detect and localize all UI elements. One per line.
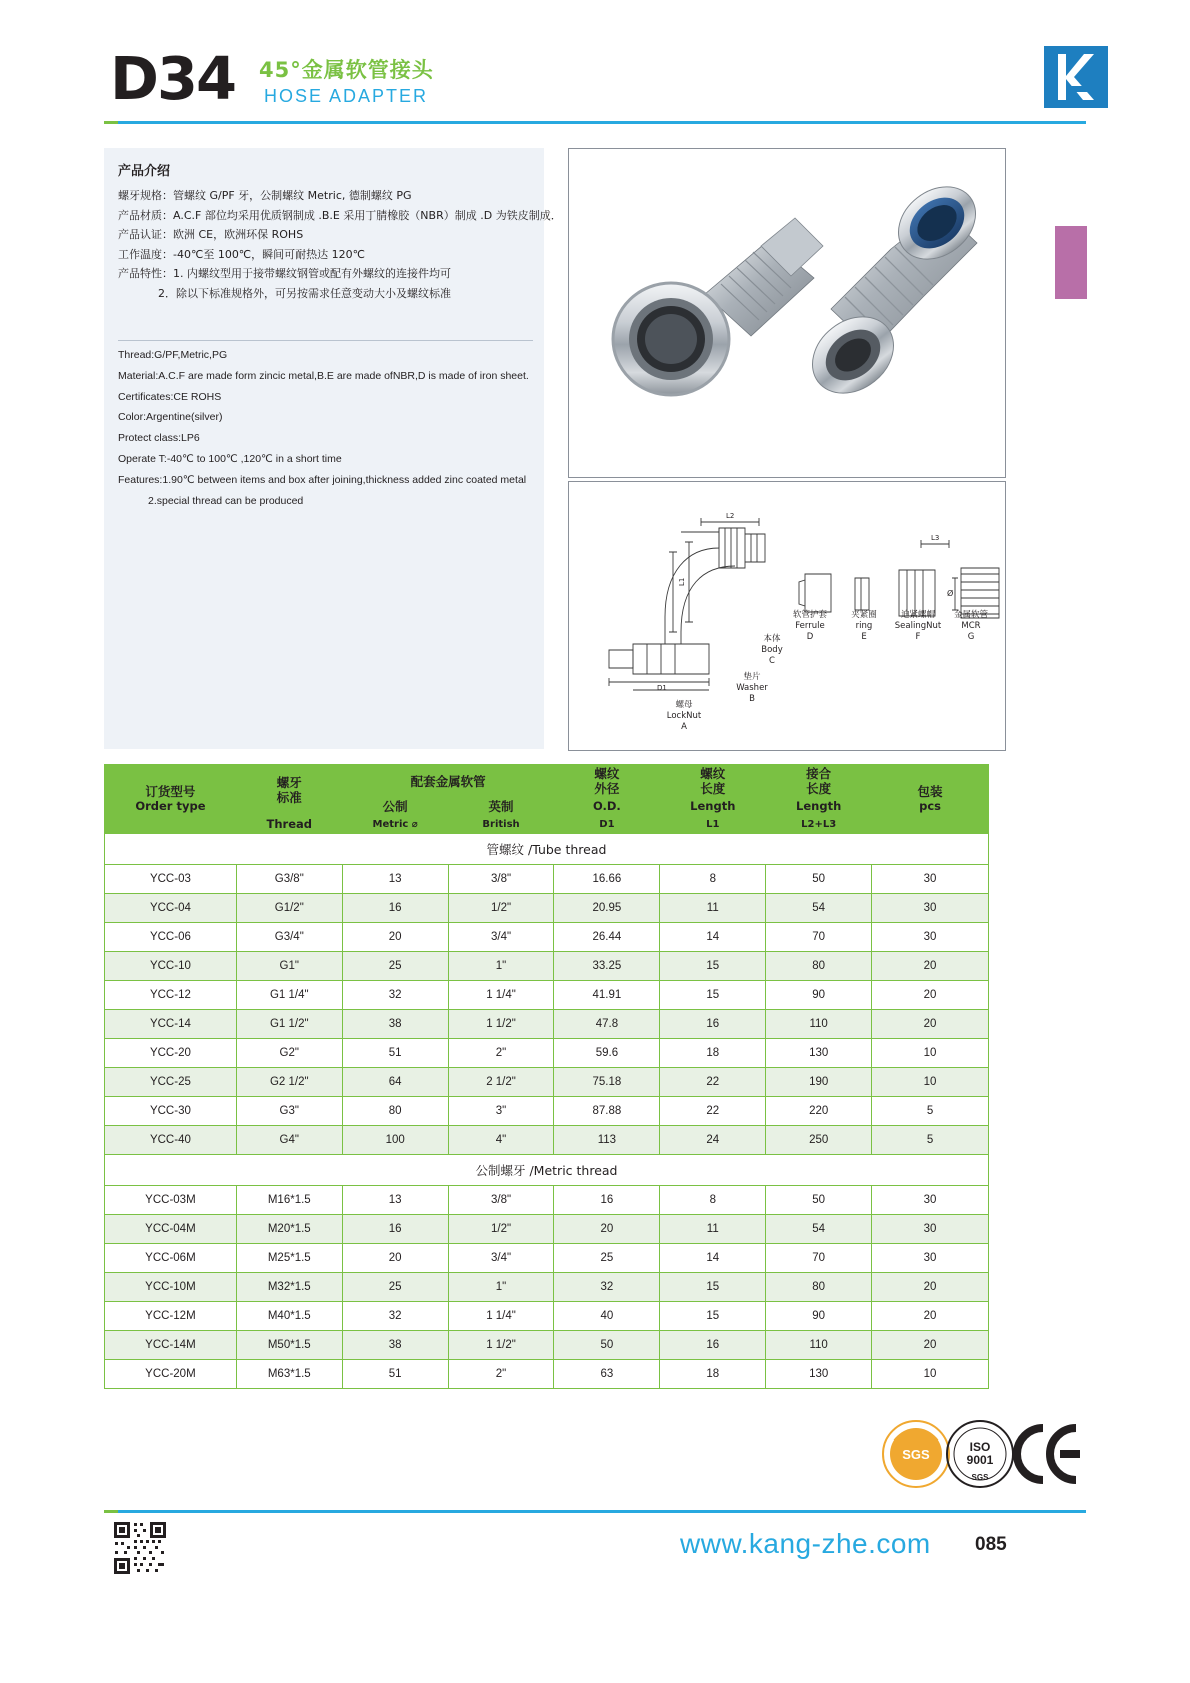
intro-heading: 产品介绍 — [118, 164, 171, 179]
th-order-type: 订货型号 Order type — [105, 765, 237, 834]
cell-british: 3/8" — [448, 865, 554, 894]
cell-metric: 25 — [342, 1273, 448, 1302]
cell-metric: 25 — [342, 952, 448, 981]
intro-cn-line: 产品特性：1. 内螺纹型用于接带螺纹钢管或配有外螺纹的连接件均可 — [118, 267, 451, 280]
certification-logos — [880, 1418, 1080, 1488]
cell-thread: G2 1/2" — [236, 1068, 342, 1097]
side-color-tab — [1055, 226, 1087, 299]
cell-metric: 51 — [342, 1039, 448, 1068]
intro-en-block — [118, 345, 538, 511]
cell-order-type: YCC-04 — [105, 894, 237, 923]
cell-od: 16 — [554, 1186, 660, 1215]
cell-metric: 32 — [342, 1302, 448, 1331]
cell-od: 40 — [554, 1302, 660, 1331]
intro-en-line: Color:Argentine(silver) — [118, 411, 223, 424]
cell-thread: M32*1.5 — [236, 1273, 342, 1302]
label-en: MCR — [961, 621, 981, 631]
cell-od: 113 — [554, 1126, 660, 1155]
diagram-label-mcr — [941, 610, 1001, 643]
cell-order-type: YCC-12M — [105, 1302, 237, 1331]
cell-british: 2" — [448, 1360, 554, 1389]
cell-join-length: 54 — [766, 894, 872, 923]
cell-packaging: 20 — [872, 952, 989, 981]
cell-metric: 38 — [342, 1010, 448, 1039]
label-code: C — [769, 656, 775, 666]
cell-british: 1 1/4" — [448, 1302, 554, 1331]
cell-od: 33.25 — [554, 952, 660, 981]
label-en: SealingNut — [894, 621, 942, 631]
cell-join-length: 250 — [766, 1126, 872, 1155]
cell-packaging: 5 — [872, 1126, 989, 1155]
section-row-metric-thread — [105, 1155, 989, 1186]
cell-thread: G1 1/2" — [236, 1010, 342, 1039]
cell-order-type: YCC-10M — [105, 1273, 237, 1302]
intro-cn-line: 产品认证：欧洲 CE，欧洲环保 ROHS — [118, 228, 304, 241]
cell-join-length: 54 — [766, 1215, 872, 1244]
cell-metric: 80 — [342, 1097, 448, 1126]
cell-metric: 16 — [342, 894, 448, 923]
iso-9001-icon — [947, 1421, 1013, 1487]
product-title-cn: 45°金属软管接头 — [259, 58, 434, 82]
dim-label-l1: L1 — [678, 577, 686, 586]
cell-order-type: YCC-06 — [105, 923, 237, 952]
cell-packaging: 20 — [872, 1273, 989, 1302]
header-rule-accent — [104, 121, 118, 124]
cell-length: 14 — [660, 1244, 766, 1273]
cell-length: 8 — [660, 1186, 766, 1215]
cell-packaging: 30 — [872, 1215, 989, 1244]
cell-thread: M25*1.5 — [236, 1244, 342, 1273]
cell-length: 15 — [660, 1302, 766, 1331]
th-length-cn: 螺纹 长度 — [660, 765, 766, 798]
cell-join-length: 130 — [766, 1039, 872, 1068]
cell-join-length: 110 — [766, 1010, 872, 1039]
table-row — [105, 1215, 989, 1244]
cell-length: 14 — [660, 923, 766, 952]
cell-od: 20 — [554, 1215, 660, 1244]
label-code: F — [915, 632, 921, 642]
cell-length: 15 — [660, 981, 766, 1010]
label-code: A — [681, 722, 687, 732]
footer-website[interactable]: www.kang-zhe.com — [680, 1528, 931, 1559]
label-code: G — [967, 632, 975, 642]
table-row — [105, 981, 989, 1010]
cell-length: 15 — [660, 1273, 766, 1302]
th-british-cn: 英制 — [448, 798, 554, 816]
intro-cn-block — [118, 186, 562, 303]
cell-od: 25 — [554, 1244, 660, 1273]
svg-text:9001: 9001 — [966, 1453, 994, 1467]
intro-en-line: Thread:G/PF,Metric,PG — [118, 349, 228, 361]
cell-metric: 16 — [342, 1215, 448, 1244]
footer-rule-accent — [104, 1510, 118, 1513]
label-code: D — [806, 632, 814, 642]
cell-british: 4" — [448, 1126, 554, 1155]
cell-order-type: YCC-10 — [105, 952, 237, 981]
cell-metric: 100 — [342, 1126, 448, 1155]
svg-text:SGS: SGS — [971, 1473, 989, 1482]
cell-british: 1" — [448, 952, 554, 981]
th-thread-en: Thread — [236, 816, 342, 834]
svg-text:SGS: SGS — [902, 1447, 930, 1462]
th-length-en: Length — [660, 798, 766, 816]
section-label: 公制螺牙 /Metric thread — [105, 1155, 989, 1186]
th-od-cn: 螺纹 外径 — [554, 765, 660, 798]
cell-metric: 20 — [342, 1244, 448, 1273]
cell-order-type: YCC-25 — [105, 1068, 237, 1097]
label-cn: 金属软管 — [953, 610, 988, 620]
cell-length: 15 — [660, 952, 766, 981]
intro-en-line: Certificates:CE ROHS — [118, 390, 222, 403]
cell-packaging: 10 — [872, 1068, 989, 1097]
cell-od: 63 — [554, 1360, 660, 1389]
ce-icon — [1017, 1428, 1080, 1480]
cell-od: 59.6 — [554, 1039, 660, 1068]
cell-metric: 38 — [342, 1331, 448, 1360]
cell-od: 87.88 — [554, 1097, 660, 1126]
intro-en-line: Material:A.C.F are made form zincic metal,B.E are made ofNBR,D is made of iron sheet. — [118, 369, 529, 382]
cell-british: 3/4" — [448, 1244, 554, 1273]
cell-order-type: YCC-03 — [105, 865, 237, 894]
dim-label-d1: D1 — [657, 684, 667, 692]
intro-cn-line: 螺牙规格：管螺纹 G/PF 牙，公制螺纹 Metric, 德制螺纹 PG — [118, 189, 412, 202]
qr-code-icon — [112, 1520, 168, 1576]
cell-thread: G3/4" — [236, 923, 342, 952]
table-row — [105, 865, 989, 894]
cell-metric: 64 — [342, 1068, 448, 1097]
th-thread-standard: 螺牙 标准 — [236, 765, 342, 816]
cell-length: 8 — [660, 865, 766, 894]
sgs-icon — [883, 1421, 949, 1487]
cell-order-type: YCC-40 — [105, 1126, 237, 1155]
cell-metric: 13 — [342, 1186, 448, 1215]
th-od-en: O.D. — [554, 798, 660, 816]
dim-label-l3: L3 — [931, 534, 940, 542]
cell-od: 26.44 — [554, 923, 660, 952]
cell-length: 11 — [660, 894, 766, 923]
product-intro-panel — [104, 148, 562, 749]
cell-order-type: YCC-30 — [105, 1097, 237, 1126]
cell-order-type: YCC-12 — [105, 981, 237, 1010]
th-packaging: 包装 pcs — [872, 765, 989, 834]
intro-divider — [118, 340, 533, 341]
table-row — [105, 894, 989, 923]
table-row — [105, 923, 989, 952]
product-title-en: HOSE ADAPTER — [264, 86, 429, 106]
label-en: Body — [761, 645, 783, 655]
cell-order-type: YCC-14M — [105, 1331, 237, 1360]
cell-length: 11 — [660, 1215, 766, 1244]
cell-order-type: YCC-03M — [105, 1186, 237, 1215]
kangzhe-logo — [1044, 46, 1108, 108]
cell-thread: M20*1.5 — [236, 1215, 342, 1244]
cell-thread: G1/2" — [236, 894, 342, 923]
table-header-row-1 — [105, 765, 989, 798]
cell-join-length: 190 — [766, 1068, 872, 1097]
cell-packaging: 30 — [872, 923, 989, 952]
label-en: ring — [855, 621, 873, 631]
intro-en-line: Protect class:LP6 — [118, 432, 200, 445]
svg-text:ISO: ISO — [969, 1440, 991, 1454]
cell-british: 1 1/2" — [448, 1010, 554, 1039]
table-row — [105, 1186, 989, 1215]
cell-length: 16 — [660, 1331, 766, 1360]
cell-length: 24 — [660, 1126, 766, 1155]
cell-packaging: 10 — [872, 1039, 989, 1068]
cell-thread: M50*1.5 — [236, 1331, 342, 1360]
cell-british: 1" — [448, 1273, 554, 1302]
label-cn: 本体 — [763, 634, 781, 644]
table-header-row-3 — [105, 816, 989, 834]
table-row — [105, 1302, 989, 1331]
th-length-symbol: L1 — [660, 816, 766, 834]
label-en: Washer — [736, 683, 768, 693]
cell-length: 22 — [660, 1097, 766, 1126]
footer-rule — [104, 1510, 1086, 1513]
cell-join-length: 220 — [766, 1097, 872, 1126]
cell-thread: G3/8" — [236, 865, 342, 894]
cell-packaging: 30 — [872, 865, 989, 894]
cell-british: 1/2" — [448, 1215, 554, 1244]
table-row — [105, 1360, 989, 1389]
intro-en-line: Operate T:-40℃ to 100℃ ,120℃ in a short time — [118, 452, 342, 465]
cell-join-length: 50 — [766, 865, 872, 894]
product-photo — [568, 148, 1006, 478]
cell-packaging: 5 — [872, 1097, 989, 1126]
table-body — [105, 834, 989, 1389]
cell-join-length: 70 — [766, 923, 872, 952]
cell-order-type: YCC-04M — [105, 1215, 237, 1244]
intro-cn-line-indent: 2．除以下标准规格外，可另按需求任意变动大小及螺纹标准 — [158, 286, 451, 300]
page-number: 085 — [975, 1534, 1007, 1555]
table-row — [105, 1068, 989, 1097]
th-join-en: Length — [766, 798, 872, 816]
cell-british: 2 1/2" — [448, 1068, 554, 1097]
cell-thread: G1 1/4" — [236, 981, 342, 1010]
cell-british: 1 1/2" — [448, 1331, 554, 1360]
label-code: E — [861, 632, 867, 642]
diagram-label-locknut — [649, 700, 719, 733]
cell-packaging: 20 — [872, 981, 989, 1010]
cell-metric: 32 — [342, 981, 448, 1010]
cell-order-type: YCC-20M — [105, 1360, 237, 1389]
cell-metric: 20 — [342, 923, 448, 952]
cell-british: 3" — [448, 1097, 554, 1126]
label-cn: 螺母 — [675, 700, 693, 710]
table-row — [105, 1039, 989, 1068]
cell-thread: G4" — [236, 1126, 342, 1155]
cell-od: 20.95 — [554, 894, 660, 923]
cell-british: 1/2" — [448, 894, 554, 923]
cell-thread: G1" — [236, 952, 342, 981]
cell-british: 1 1/4" — [448, 981, 554, 1010]
cell-thread: M40*1.5 — [236, 1302, 342, 1331]
th-join-symbol: L2+L3 — [766, 816, 872, 834]
section-row-tube-thread — [105, 834, 989, 865]
table-row — [105, 1331, 989, 1360]
dim-label-l2: L2 — [726, 512, 735, 520]
cell-join-length: 90 — [766, 981, 872, 1010]
label-cn: 垫片 — [743, 672, 761, 682]
diagram-label-washer — [717, 672, 787, 705]
th-british-en: British — [448, 816, 554, 834]
cell-od: 50 — [554, 1331, 660, 1360]
cell-od: 41.91 — [554, 981, 660, 1010]
cell-od: 75.18 — [554, 1068, 660, 1097]
specification-table — [104, 764, 989, 1389]
th-metric-en: Metric ⌀ — [342, 816, 448, 834]
cell-british: 3/4" — [448, 923, 554, 952]
cell-join-length: 80 — [766, 1273, 872, 1302]
cell-packaging: 10 — [872, 1360, 989, 1389]
page-header — [104, 44, 1086, 138]
th-join-cn: 接合 长度 — [766, 765, 872, 798]
cell-join-length: 80 — [766, 952, 872, 981]
table-row — [105, 1244, 989, 1273]
cell-british: 2" — [448, 1039, 554, 1068]
cell-packaging: 20 — [872, 1010, 989, 1039]
label-cn: 夹紧圈 — [851, 610, 877, 620]
intro-en-line: Features:1.90℃ between items and box after joining,thickness added zinc coated metal — [118, 473, 527, 486]
th-hose-group: 配套金属软管 — [342, 765, 554, 798]
cell-join-length: 110 — [766, 1331, 872, 1360]
th-od-symbol: D1 — [554, 816, 660, 834]
certification-marks — [880, 1418, 1090, 1490]
dim-label-dia: Ø — [947, 589, 954, 598]
cell-metric: 13 — [342, 865, 448, 894]
table-row — [105, 952, 989, 981]
cell-od: 47.8 — [554, 1010, 660, 1039]
cell-metric: 51 — [342, 1360, 448, 1389]
cell-od: 32 — [554, 1273, 660, 1302]
cell-packaging: 30 — [872, 894, 989, 923]
cell-join-length: 50 — [766, 1186, 872, 1215]
cell-thread: M16*1.5 — [236, 1186, 342, 1215]
label-cn: 迫紧螺帽 — [900, 610, 935, 620]
intro-cn-line: 工作温度：-40℃至 100℃，瞬间可耐热达 120℃ — [118, 247, 366, 261]
cell-length: 22 — [660, 1068, 766, 1097]
cell-join-length: 130 — [766, 1360, 872, 1389]
cell-thread: M63*1.5 — [236, 1360, 342, 1389]
label-en: Ferrule — [795, 621, 825, 631]
cell-join-length: 70 — [766, 1244, 872, 1273]
label-cn: 软管护套 — [792, 610, 827, 620]
cell-od: 16.66 — [554, 865, 660, 894]
cell-order-type: YCC-20 — [105, 1039, 237, 1068]
table-head — [105, 765, 989, 834]
section-label: 管螺纹 /Tube thread — [105, 834, 989, 865]
label-code: B — [749, 694, 755, 704]
cell-length: 16 — [660, 1010, 766, 1039]
cell-packaging: 20 — [872, 1302, 989, 1331]
logo-icon — [1044, 46, 1108, 108]
cell-thread: G2" — [236, 1039, 342, 1068]
cell-length: 18 — [660, 1039, 766, 1068]
cell-british: 3/8" — [448, 1186, 554, 1215]
header-rule — [104, 121, 1086, 124]
intro-en-line-indent: 2.special thread can be produced — [148, 494, 304, 507]
cell-thread: G3" — [236, 1097, 342, 1126]
product-code: D34 — [110, 44, 236, 113]
label-en: LockNut — [666, 711, 702, 721]
table-row — [105, 1097, 989, 1126]
table-row — [105, 1273, 989, 1302]
cell-packaging: 30 — [872, 1186, 989, 1215]
cell-packaging: 20 — [872, 1331, 989, 1360]
cell-order-type: YCC-06M — [105, 1244, 237, 1273]
qr-code — [112, 1520, 168, 1576]
product-photo-image — [569, 149, 1003, 475]
cell-length: 18 — [660, 1360, 766, 1389]
intro-cn-line: 产品材质：A.C.F 部位均采用优质钢制成 .B.E 采用丁腈橡胶（NBR）制成 .D 为铁皮制成． — [118, 208, 562, 222]
th-metric-cn: 公制 — [342, 798, 448, 816]
cell-join-length: 90 — [766, 1302, 872, 1331]
cell-order-type: YCC-14 — [105, 1010, 237, 1039]
exploded-diagram — [568, 481, 1006, 751]
cell-packaging: 30 — [872, 1244, 989, 1273]
table-row — [105, 1010, 989, 1039]
table-row — [105, 1126, 989, 1155]
